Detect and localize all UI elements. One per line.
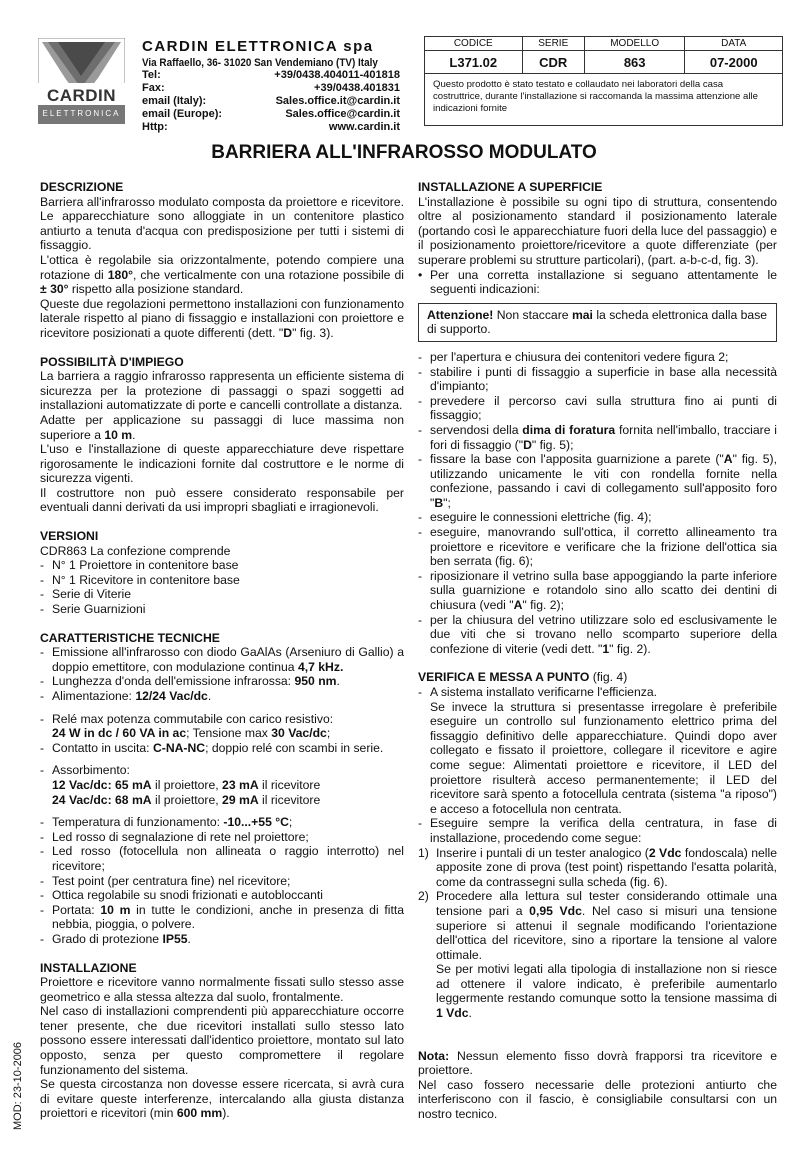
descrizione-p3: Queste due regolazioni permettono installazioni con funzionamento laterale rispetto al piano di fissaggio e installazioni con proiettore e ricevitore posizionati a quote differenti (dett. "D" fig. 3).	[40, 296, 404, 340]
possibilita-p3: L'uso e l'installazione di queste apparecchiature deve rispettare rigorosamente le indicazioni fornite dal costruttore e le norme di sicurezza vigenti.	[40, 442, 404, 486]
descrizione-p1: Barriera all'infrarosso modulato composta da proiettore e ricevitore. Le apparecchiature sono alloggiate in un contenitore plastico antiurto a tenuta d'acqua con predisposizione per tutti i sistemi di fissaggio.	[40, 194, 404, 253]
company-info	[142, 38, 400, 134]
header-data: DATA	[685, 37, 782, 51]
possibilita-p1: La barriera a raggio infrarosso rappresenta un efficiente sistema di sicurezza per la protezione di passaggi o spazi soggetti ad installazioni automatizzate di porte e cancelli controllate a distanza.	[40, 369, 404, 413]
spec-lunghezza: - Lunghezza d'onda dell'emissione infrarossa: 950 nm.	[40, 674, 404, 689]
heading-caratteristiche: CARATTERISTICHE TECNICHE	[40, 630, 220, 645]
heading-verifica: VERIFICA E MESSA A PUNTO (fig. 4)	[418, 670, 628, 685]
header-modello: MODELLO	[584, 37, 684, 51]
contact-http: Http: www.cardin.it	[142, 121, 400, 133]
spec-test-point: - Test point (per centratura fine) nel ricevitore;	[40, 874, 404, 889]
spec-assorbimento-24: 24 Vac/dc: 68 mA il proiettore, 29 mA il ricevitore	[52, 792, 321, 807]
spec-rele: - Relé max potenza commutabile con carico resistivo:	[40, 712, 404, 727]
value-data: 07-2000	[685, 51, 782, 74]
nota-p1: Nota: Nessun elemento fisso dovrà frapporsi tra ricevitore e proiettore.	[418, 1048, 777, 1078]
step-cavi: - prevedere il percorso cavi sulla struttura fino ai punti di fissaggio;	[418, 394, 777, 423]
company-address: Via Raffaello, 36- 31020 San Vendemiano (TV) Italy	[142, 57, 378, 69]
contact-fax: Fax: +39/0438.401831	[142, 82, 400, 94]
list-item: - Serie Guarnizioni	[40, 602, 404, 617]
left-column	[40, 180, 404, 1121]
spec-contatto: - Contatto in uscita: C-NA-NC; doppio relé con scambi in serie.	[40, 741, 404, 756]
list-item: - N° 1 Proiettore in contenitore base	[40, 558, 404, 573]
versioni-intro: CDR863 La confezione comprende	[40, 543, 231, 558]
code-table	[425, 37, 782, 74]
mod-date: MOD: 23-10-2006	[12, 1041, 24, 1130]
step-vetrino: - riposizionare il vetrino sulla base appoggiando la parte inferiore sulla guarnizione e rotandolo sino allo scatto dei dentini di chiusura (vedi "A" fig. 2);	[418, 569, 777, 613]
verifica-item-1: - A sistema installato verificarne l'efficienza.	[418, 685, 777, 700]
spec-emissione: - Emissione all'infrarosso con diodo GaAlAs (Arseniuro di Gallio) a doppio emettitore, con modulazione continua 4,7 kHz.	[40, 645, 404, 674]
spec-grado: - Grado di protezione IP55.	[40, 932, 404, 947]
possibilita-p4: Il costruttore non può essere considerato responsabile per eventuali danni derivati da usi impropri sbagliati e irragionevoli.	[40, 485, 404, 515]
spec-assorbimento: - Assorbimento:	[40, 763, 404, 778]
step-allineamento: - eseguire, manovrando sull'ottica, il corretto allineamento tra proiettore e ricevitore e verificare che la frizione dell'ottica sia ben serrata (fig. 6);	[418, 525, 777, 569]
step-connessioni: - eseguire le connessioni elettriche (fig. 4);	[418, 510, 777, 525]
code-note: Questo prodotto è stato testato e collaudato nei laboratori della casa costruttrice, durante l'installazione si raccomanda la massima attenzione alle indicazioni fornite	[433, 79, 758, 114]
cardin-logo	[38, 38, 125, 124]
installazione-p2: Nel caso di installazioni comprendenti più apparecchiature occorre tener presente, che due ricevitori installati sullo stesso lato possono essere interessati dall'identico proiettore, montato sul lato opposto, senza per questo compromettere il regolare funzionamento del sistema.	[40, 1004, 404, 1077]
logo-brand: CARDIN	[46, 86, 117, 105]
superficie-bullet: • Per una corretta installazione si seguano attentamente le seguenti indicazioni:	[418, 268, 777, 297]
verifica-step-2: 2) Procedere alla lettura sul tester considerando ottimale una tensione pari a 0,95 Vdc. Nel caso si misuri una tensione superiore si attenui il segnale modificando l'orientazione dell'ottica del ricevitore, sino a riportare la tensione al valore ottimale.	[418, 889, 777, 962]
spec-portata: - Portata: 10 m in tutte le condizioni, anche in presenza di fitta nebbia, pioggia, o polvere.	[40, 903, 404, 932]
page-title: BARRIERA ALL'INFRAROSSO MODULATO	[211, 142, 597, 163]
list-item: - Serie di Viterie	[40, 587, 404, 602]
nota-p2: Nel caso fossero necessarie delle protezioni antiurto che interferiscono con il fascio, è consigliabile consultarsi con un nostro tecnico.	[418, 1077, 777, 1122]
heading-installazione: INSTALLAZIONE	[40, 960, 137, 975]
value-codice: L371.02	[425, 51, 522, 74]
step-apertura: - per l'apertura e chiusura dei contenitori vedere figura 2;	[418, 350, 777, 365]
warning-box: Attenzione! Non staccare mai la scheda elettronica dalla base di supporto.	[418, 303, 777, 342]
step-fissaggio: - stabilire i punti di fissaggio a superficie in base alla necessità d'impianto;	[418, 365, 777, 394]
spec-rele-values: 24 W in dc / 60 VA in ac; Tensione max 30 Vac/dc;	[52, 726, 331, 741]
verifica-step-2-text: Se per motivi legati alla tipologia di installazione non si riesce ad ottenere il valore indicato, è preferibile aumentarlo leggermente restando comunque sotto la tensione massima di 1 Vdc.	[436, 962, 777, 1021]
step-base: - fissare la base con l'apposita guarnizione a parete ("A" fig. 5), utilizzando unicamente le viti con rondella fornite nella confezione, passando i cavi di collegamento sull'apposito foro "B";	[418, 452, 777, 510]
value-serie: CDR	[522, 51, 584, 74]
step-viti: - per la chiusura del vetrino utilizzare solo ed esclusivamente le due viti che si trovano nello scomparto superiore della confezione di viterie (vedi dett. "1" fig. 2).	[418, 613, 777, 657]
descrizione-p2: L'ottica è regolabile sia orizzontalmente, potendo compiere una rotazione di 180°, che verticalmente con una rotazione possibile di ± 30° rispetto alla posizione standard.	[40, 252, 404, 297]
header-codice: CODICE	[425, 37, 522, 51]
header-serie: SERIE	[522, 37, 584, 51]
company-name: CARDIN ELETTRONICA spa	[142, 38, 374, 55]
value-modello: 863	[584, 51, 684, 74]
verifica-step-1: 1) Inserire i puntali di un tester analogico (2 Vdc fondoscala) nelle apposite zone di prova (test point) rispettando l'esatta polarità, come da contrassegni sulla scheda (fig. 6).	[418, 846, 777, 890]
heading-superficie: INSTALLAZIONE A SUPERFICIE	[418, 180, 603, 194]
heading-descrizione: DESCRIZIONE	[40, 180, 124, 194]
spec-led-rete: - Led rosso di segnalazione di rete nel proiettore;	[40, 830, 404, 845]
spec-assorbimento-12: 12 Vac/dc: 65 mA il proiettore, 23 mA il ricevitore	[52, 777, 321, 792]
logo-sub: ELETTRONICA	[42, 109, 121, 118]
superficie-p1: L'installazione è possibile su ogni tipo di struttura, consentendo oltre al posizionamento standard il posizionamento laterale (portando così le apparecchiature fuori della luce del passaggio) e il posizionamento proiettore/ricevitore a quote differenziate (per superare problemi su strutture particolari), (part. a-b-c-d, fig. 3).	[418, 194, 777, 267]
heading-possibilita: POSSIBILITÀ D'IMPIEGO	[40, 354, 184, 369]
step-dima: - servendosi della dima di foratura fornita nell'imballo, tracciare i fori di fissaggio ("D" fig. 5);	[418, 423, 777, 452]
installazione-p1: Proiettore e ricevitore vanno normalmente fissati sullo stesso asse geometrico e alla stessa altezza dal suolo, frontalmente.	[40, 975, 404, 1004]
possibilita-p2: Adatte per applicazione su passaggi di luce massima non superiore a 10 m.	[40, 412, 404, 442]
verifica-item-2: - Eseguire sempre la verifica della centratura, in fase di installazione, procedendo come segue:	[418, 816, 777, 845]
contact-email-italy: email (Italy): Sales.office.it@cardin.it	[142, 95, 400, 107]
verifica-item-1-text: Se invece la struttura si presentasse irregolare è preferibile eseguire un controllo sul funzionamento elettrico prima del fissaggio definitivo delle apparecchiature. Quindi dopo aver collegato e fissato il proiettore, collegare il ricevitore e agire come segue: Alimentati proiettore e ricevitore, il LED del proiettore risulterà acceso permanentemente; il LED del ricevitore sarà spento a fotocellula centrata (sistema "a riposo") e acceso a fotocellula non centrata.	[430, 699, 777, 816]
right-column	[418, 180, 777, 1122]
spec-ottica: - Ottica regolabile su snodi frizionati e autobloccanti	[40, 888, 404, 903]
spec-led-ricevitore: - Led rosso (fotocellula non allineata o raggio interrotto) nel ricevitore;	[40, 844, 404, 873]
contact-tel: Tel: +39/0438.404011-401818	[142, 69, 400, 81]
spec-alimentazione: - Alimentazione: 12/24 Vac/dc.	[40, 689, 404, 704]
contact-email-europe: email (Europe): Sales.office@cardin.it	[142, 108, 400, 120]
code-box	[424, 36, 783, 126]
list-item: - N° 1 Ricevitore in contenitore base	[40, 573, 404, 588]
heading-versioni: VERSIONI	[40, 529, 99, 544]
spec-temperatura: - Temperatura di funzionamento: -10...+55 °C;	[40, 815, 404, 830]
installazione-p3: Se questa circostanza non dovesse essere ricercata, si avrà cura di evitare queste interferenze, intercalando alla giusta distanza proiettori e ricevitori (min 600 mm).	[40, 1077, 404, 1121]
